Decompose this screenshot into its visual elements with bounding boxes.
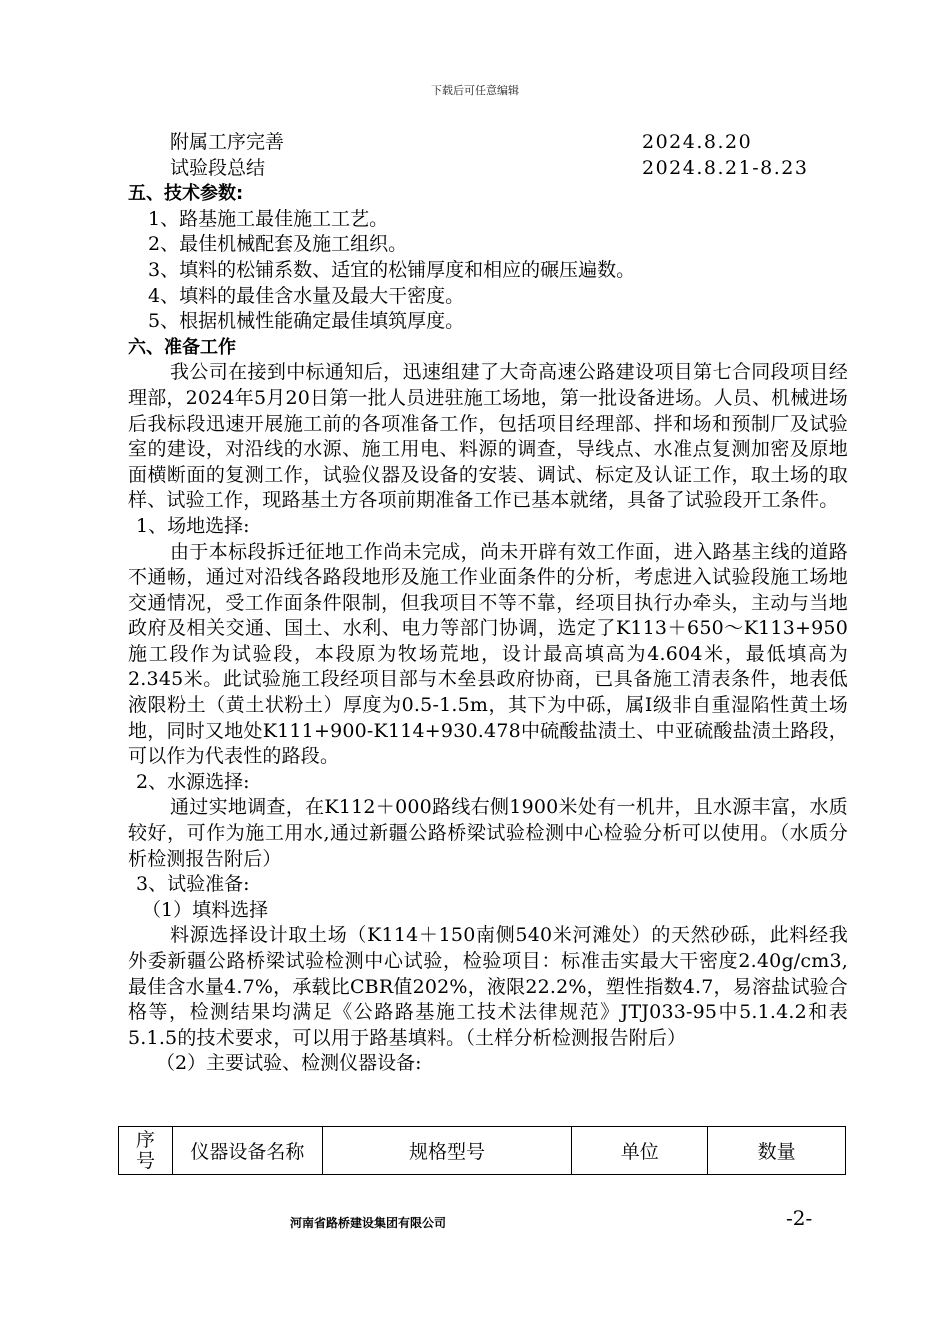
column-header-name: 仪器设备名称 [172,1127,322,1175]
list-item: 3、填料的松铺系数、适宜的松铺厚度和相应的碾压遍数。 [148,258,636,281]
intro-paragraph: 我公司在接到中标通知后，迅速组建了大奇高速公路建设项目第七合同段项目经理部，2024年5月20日第一批人员进驻施工场地，第一批设备进场。人员、机械进场后我标段迅速开展施工前的各项准备工作，包括项目经理部、拌和场和预制厂及试验室的建设，对沿线的水源、施工用电、料源的调查，导线点、水准点复测加密及原地面横断面的复测工作，试验仪器及设备的安装、调试、标定及认证工作，取土场的取样、试验工作，现路基土方各项前期准备工作已基本就绪，具备了试验段开工条件。 [128,361,848,512]
list-item: 2、最佳机械配套及施工组织。 [148,233,408,256]
section-5-heading: 五、技术参数: [128,183,244,205]
list-item: 1、路基施工最佳施工工艺。 [148,207,389,230]
schedule-item: 附属工序完善 [170,131,285,153]
equipment-heading: （2）主要试验、检测仪器设备: [156,1052,422,1075]
company-name: 河南省路桥建设集团有限公司 [290,1216,447,1230]
site-heading: 1、场地选择: [136,514,250,537]
column-header-model: 规格型号 [322,1127,572,1175]
schedule-row [128,130,848,156]
fill-paragraph: 料源选择设计取土场（K114＋150南侧540米河滩处）的天然砂砾，此料经我外委新疆公路桥梁试验检测中心试验，检验项目：标准击实最大干密度2.40g/cm3,最佳含水量4.7%，承载比CBR值202%，液限22.2%，塑性指数4.7，易溶盐试验合格等，检测结果均满足《公路路基施工技术法律规范》JTJ033-95中5.1.4.2和表5.1.5的技术要求，可以用于路基填料。（土样分析检测报告附后） [128,924,848,1049]
column-header-serial: 序号 [119,1127,173,1175]
column-header-quantity: 数量 [708,1127,846,1175]
list-item: 4、填料的最佳含水量及最大干密度。 [148,284,465,307]
schedule-item: 试验段总结 [170,156,266,179]
page-number: -2- [786,1206,813,1230]
column-header-unit: 单位 [572,1127,708,1175]
header-note: 下载后可任意编辑 [431,84,519,97]
schedule-date: 2024.8.21-8.23 [642,156,809,179]
list-item: 5、根据机械性能确定最佳填筑厚度。 [148,310,465,333]
section-6-heading: 六、准备工作 [128,336,236,358]
document-body [128,130,848,1077]
site-paragraph: 由于本标段拆迁征地工作尚未完成，尚未开辟有效工作面，进入路基主线的道路不通畅，通过对沿线各路段地形及施工作业面条件的分析，考虑进入试验段施工场地交通情况，受工作面条件限制，但我项目不等不靠，经项目执行办牵头，主动与当地政府及相关交通、国土、水利、电力等部门协调，选定了K113＋650～K113+950施工段作为试验段，本段原为牧场荒地，设计最高填高为4.604米，最低填高为2.345米。此试验施工段经项目部与木垒县政府协商，已具备施工清表条件，地表低液限粉土（黄土状粉土）厚度为0.5-1.5m，其下为中砾，属Ⅰ级非自重湿陷性黄土场地，同时又地处K111+900-K114+930.478中硫酸盐渍土、中亚硫酸盐渍土路段，可以作为代表性的路段。 [128,540,848,768]
equipment-table [118,1126,846,1175]
table-header-row [119,1127,846,1175]
schedule-date: 2024.8.20 [642,131,753,153]
schedule-row [128,156,848,182]
water-paragraph: 通过实地调查，在K112＋000路线右侧1900米处有一机井，且水源丰富，水质较好，可作为施工用水,通过新疆公路桥梁试验检测中心检验分析可以使用。（水质分析检测报告附后） [128,796,848,870]
fill-heading: （1）填料选择 [142,898,269,921]
test-heading: 3、试验准备: [136,873,250,896]
water-heading: 2、水源选择: [136,770,250,793]
